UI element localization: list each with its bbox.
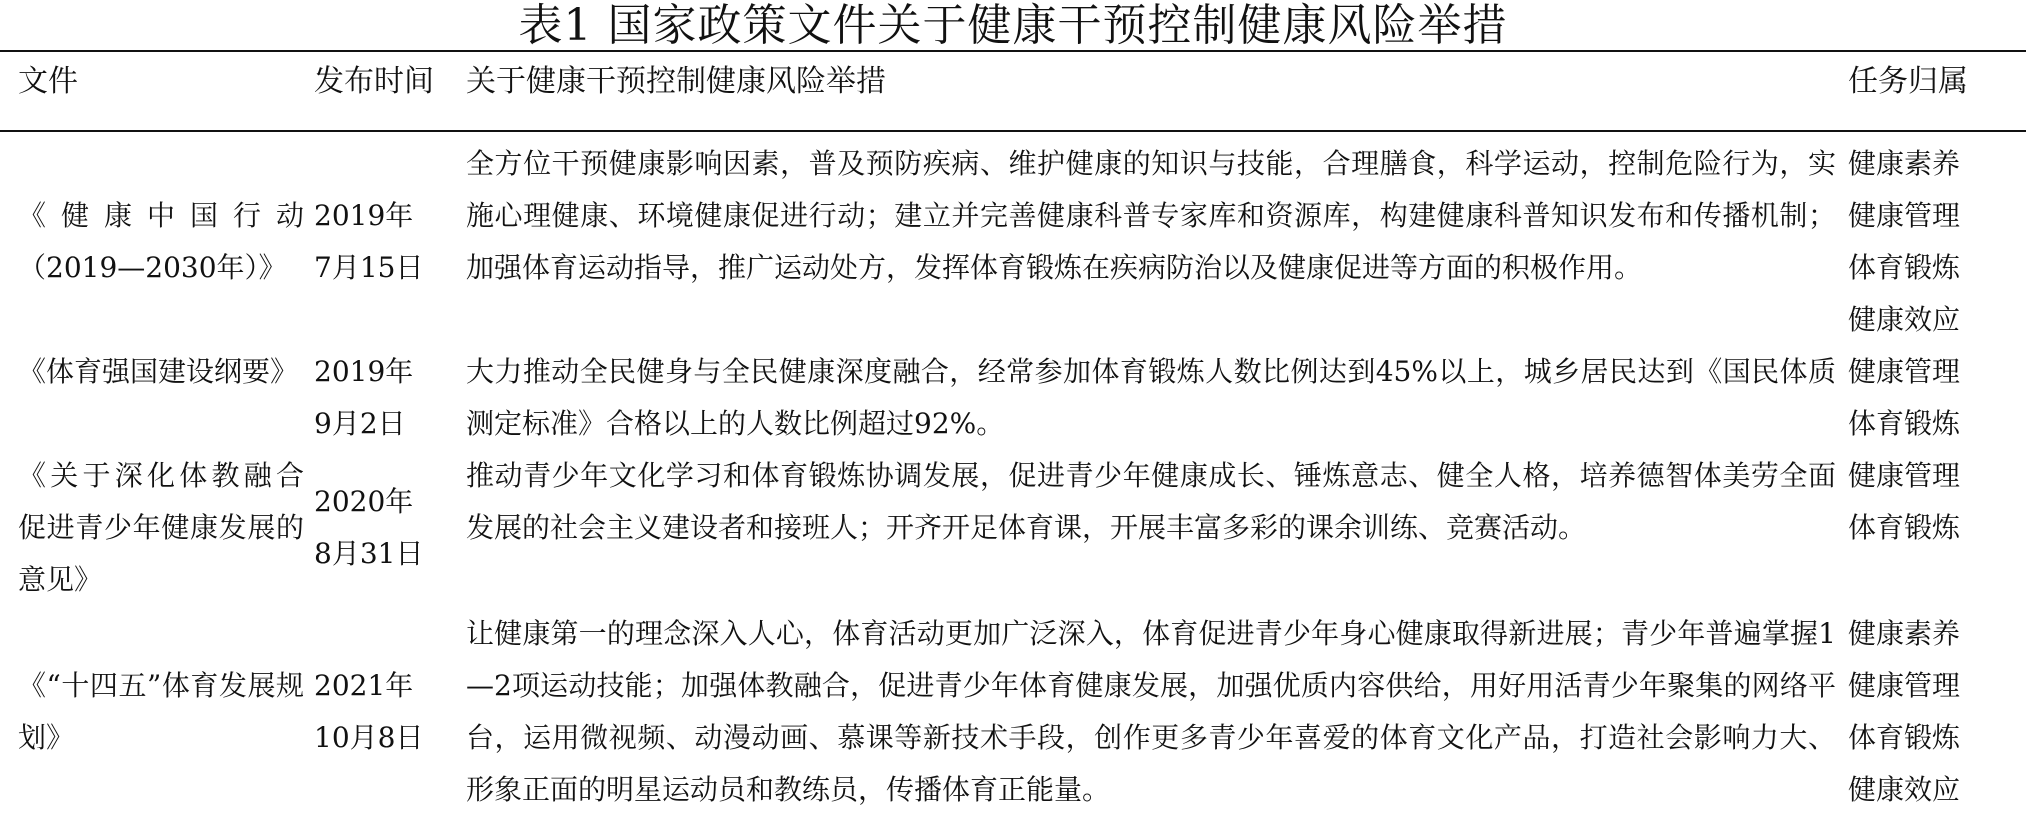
task-tag: 健康素养 [1848,617,1961,650]
task-tag: 健康管理 [1848,459,1961,492]
measures-text: 全方位干预健康影响因素，普及预防疾病、维护健康的知识与技能，合理膳食，科学运动，控制危险行为，实施心理健康、环境健康促进行动；建立并完善健康科普专家库和资源库，构建健康科普知识发布和传播机制；加强体育运动指导，推广运动处方，发挥体育锻炼在疾病防治以及健康促进等方面的积极作用。 [466,147,1836,284]
header-date: 发布时间 [314,64,434,99]
task-list [1848,608,2018,816]
task-list [1848,138,2018,346]
task-tag: 健康管理 [1848,199,1961,232]
header-document: 文件 [18,64,78,99]
task-tag: 体育锻炼 [1848,407,1961,440]
task-tag: 体育锻炼 [1848,511,1961,544]
document-name: 《健康中国行动（2019—2030年）》 [18,199,304,284]
top-rule [0,50,2026,52]
measures-text: 大力推动全民健身与全民健康深度融合，经常参加体育锻炼人数比例达到45%以上，城乡居民达到《国民体质测定标准》合格以上的人数比例超过92%。 [466,355,1836,440]
measures-text: 推动青少年文化学习和体育锻炼协调发展，促进青少年健康成长、锤炼意志、健全人格，培养德智体美劳全面发展的社会主义建设者和接班人；开齐开足体育课，开展丰富多彩的课余训练、竞赛活动。 [466,459,1836,544]
task-tag: 健康管理 [1848,355,1961,388]
task-tag: 健康效应 [1848,303,1961,336]
task-tag: 健康素养 [1848,147,1961,180]
table-title: 表1 国家政策文件关于健康干预控制健康风险举措 [518,0,1508,51]
task-tag: 健康效应 [1848,773,1961,806]
task-list [1848,450,2018,554]
document-name: 《“十四五”体育发展规划》 [18,669,304,754]
header-measures: 关于健康干预控制健康风险举措 [466,64,886,99]
document-name: 《体育强国建设纲要》 [18,355,299,388]
publish-date: 2019年 9月2日 [314,355,414,440]
measures-text: 让健康第一的理念深入人心，体育活动更加广泛深入，体育促进青少年身心健康取得新进展；青少年普遍掌握1—2项运动技能；加强体教融合，促进青少年体育健康发展，加强优质内容供给，用好用活青少年聚集的网络平台，运用微视频、动漫动画、慕课等新技术手段，创作更多青少年喜爱的体育文化产品，打造社会影响力大、形象正面的明星运动员和教练员，传播体育正能量。 [466,617,1836,806]
document-name: 《关于深化体教融合 促进青少年健康发展的意见》 [18,459,304,596]
task-list [1848,346,2018,450]
header-rule [0,130,2026,132]
task-tag: 健康管理 [1848,669,1961,702]
publish-date: 2020年 8月31日 [314,485,424,570]
header-tasks: 任务归属 [1848,64,1968,99]
publish-date: 2019年 7月15日 [314,199,424,284]
publish-date: 2021年 10月8日 [314,669,424,754]
task-tag: 体育锻炼 [1848,251,1961,284]
task-tag: 体育锻炼 [1848,721,1961,754]
